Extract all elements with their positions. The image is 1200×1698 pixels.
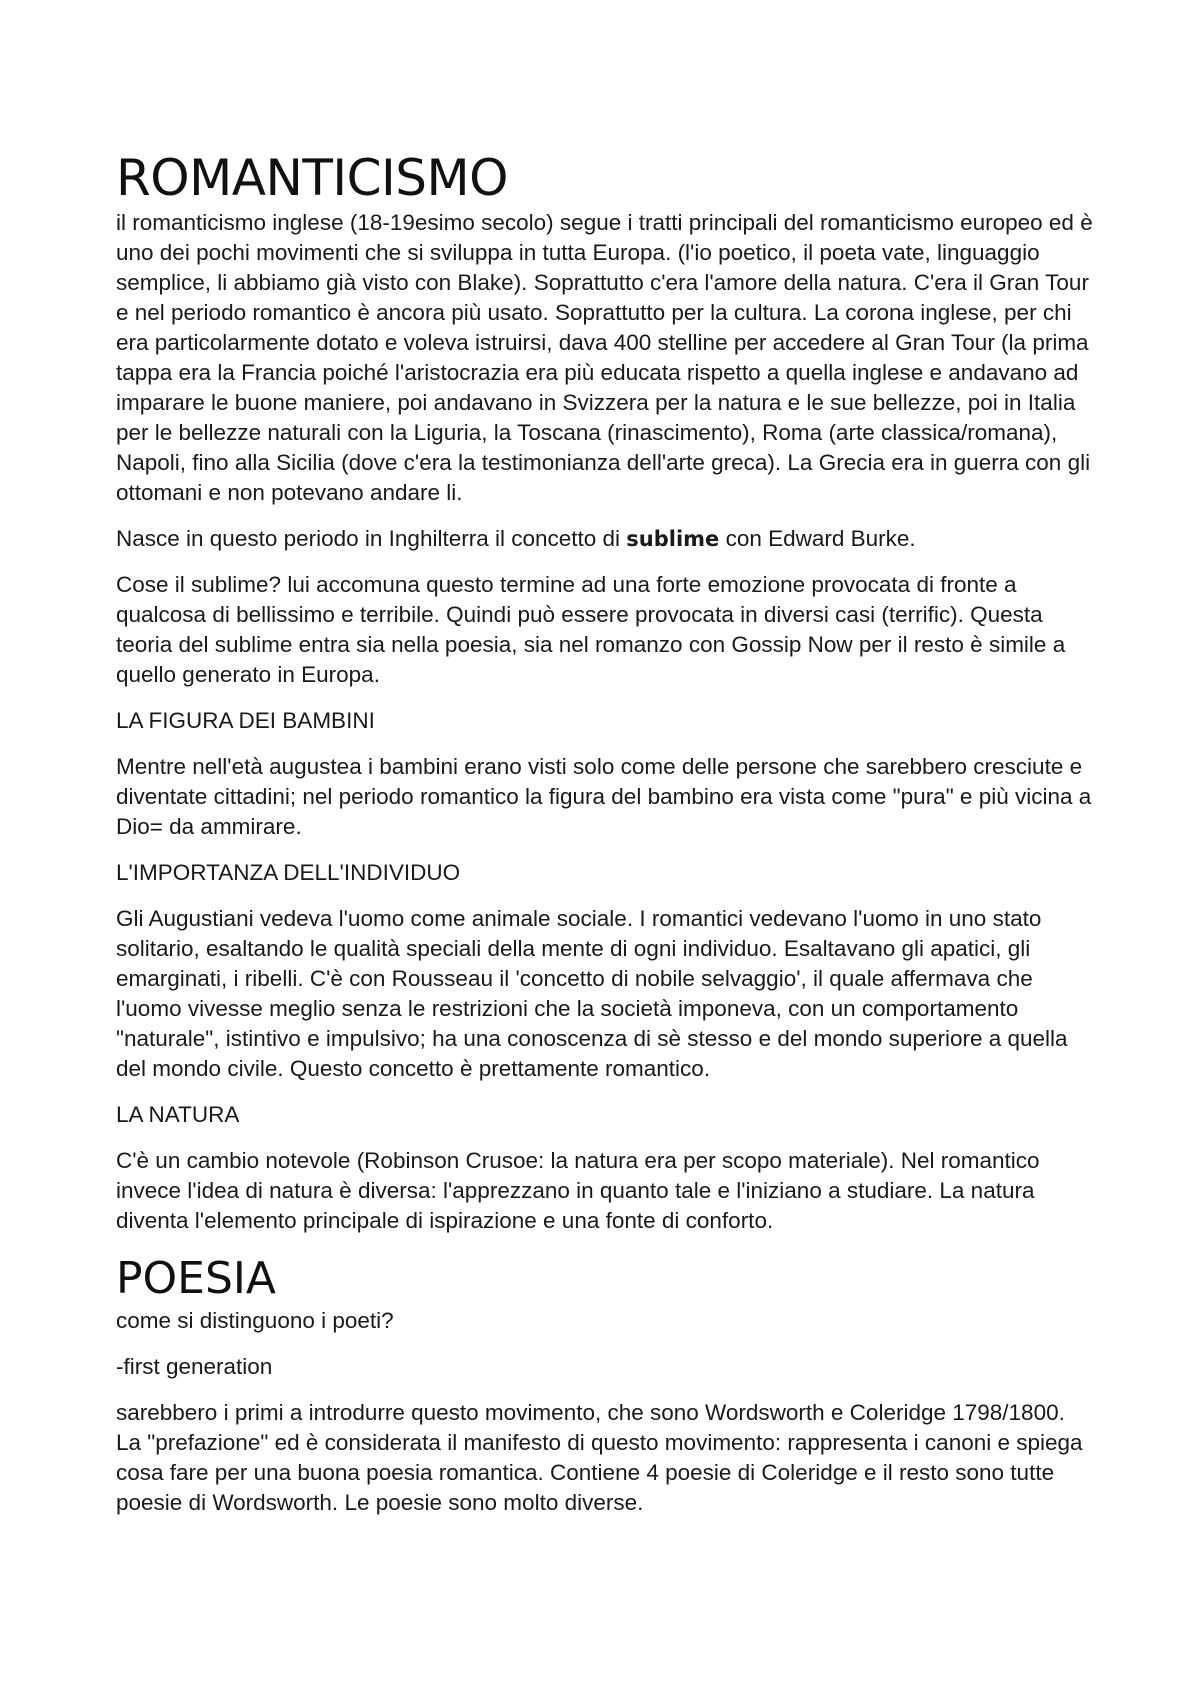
section-body-individuo: Gli Augustiani vedeva l'uomo come animale sociale. I romantici vedevano l'uomo in uno stato solitario, esaltando le qualità speciali della mente di ogni individuo. Esaltavano gli apatici, gli emarginati, i ribelli. C'è con Rousseau il 'concetto di nobile selvaggio', il quale affermava che l'uomo vivesse meglio senza le restrizioni che la società imponeva, con un comportamento "naturale", istintivo e impulsivo; ha una conoscenza di sè stesso e del mondo superiore a quella del mondo civile. Questo concetto è prettamente romantico.: [116, 906, 1068, 1081]
poesia-title: POESIA: [116, 1253, 276, 1304]
sublime-description-paragraph: Cose il sublime? lui accomuna questo termine ad una forte emozione provocata di fronte a qualcosa di bellissimo e terribile. Quindi può essere provocata in diversi casi (terrific). Questa teoria del sublime entra sia nella poesia, sia nel romanzo con Gossip Now per il resto è simile a quello generato in Europa.: [116, 572, 1066, 687]
poesia-question: come si distinguono i poeti?: [116, 1308, 394, 1333]
intro-paragraph: il romanticismo inglese (18-19esimo secolo) segue i tratti principali del romanticismo europeo ed è uno dei pochi movimenti che si sviluppa in tutta Europa. (l'io poetico, il poeta vate, linguaggio semplice, li abbiamo già visto con Blake). Soprattutto c'era l'amore della natura. C'era il Gran Tour e nel periodo romantico è ancora più usato. Soprattutto per la cultura. La corona inglese, per chi era particolarmente dotato e voleva istruirsi, dava 400 stelline per accedere al Gran Tour (la prima tappa era la Francia poiché l'aristocrazia era più educata rispetto a quella inglese e andavano ad imparare le buone maniere, poi andavano in Svizzera per la natura e le sue bellezze, poi in Italia per le bellezze naturali con la Liguria, la Toscana (rinascimento), Roma (arte classica/romana), Napoli, fino alla Sicilia (dove c'era la testimonianza dell'arte greca). La Grecia era in guerra con gli ottomani e non potevano andare li.: [116, 210, 1093, 505]
section-body-natura: C'è un cambio notevole (Robinson Crusoe: la natura era per scopo materiale). Nel romantico invece l'idea di natura è diversa: l'apprezzano in quanto tale e l'iniziano a studiare. La natura diventa l'elemento principale di ispirazione e una fonte di conforto.: [116, 1148, 1040, 1233]
sublime-text-after: con Edward Burke.: [719, 526, 916, 551]
section-heading-individuo: L'IMPORTANZA DELL'INDIVIDUO: [116, 860, 461, 885]
document-title: ROMANTICISMO: [116, 149, 509, 207]
poesia-generation: -first generation: [116, 1354, 273, 1379]
section-heading-natura: LA NATURA: [116, 1102, 240, 1127]
sublime-text-before: Nasce in questo periodo in Inghilterra il concetto di: [116, 526, 627, 551]
section-heading-bambini: LA FIGURA DEI BAMBINI: [116, 708, 375, 733]
document-page: [116, 150, 1096, 1534]
sublime-bold-term: sublime: [626, 527, 720, 551]
poesia-body: sarebbero i primi a introdurre questo movimento, che sono Wordsworth e Coleridge 1798/1800. La "prefazione" ed è considerata il manifesto di questo movimento: rappresenta i canoni e spiega cosa fare per una buona poesia romantica. Contiene 4 poesie di Coleridge e il resto sono tutte poesie di Wordsworth. Le poesie sono molto diverse.: [116, 1400, 1083, 1515]
sublime-paragraph: [116, 524, 1096, 554]
section-body-bambini: Mentre nell'età augustea i bambini erano visti solo come delle persone che sarebbero cresciute e diventate cittadini; nel periodo romantico la figura del bambino era vista come "pura" e più vicina a Dio= da ammirare.: [116, 754, 1092, 839]
